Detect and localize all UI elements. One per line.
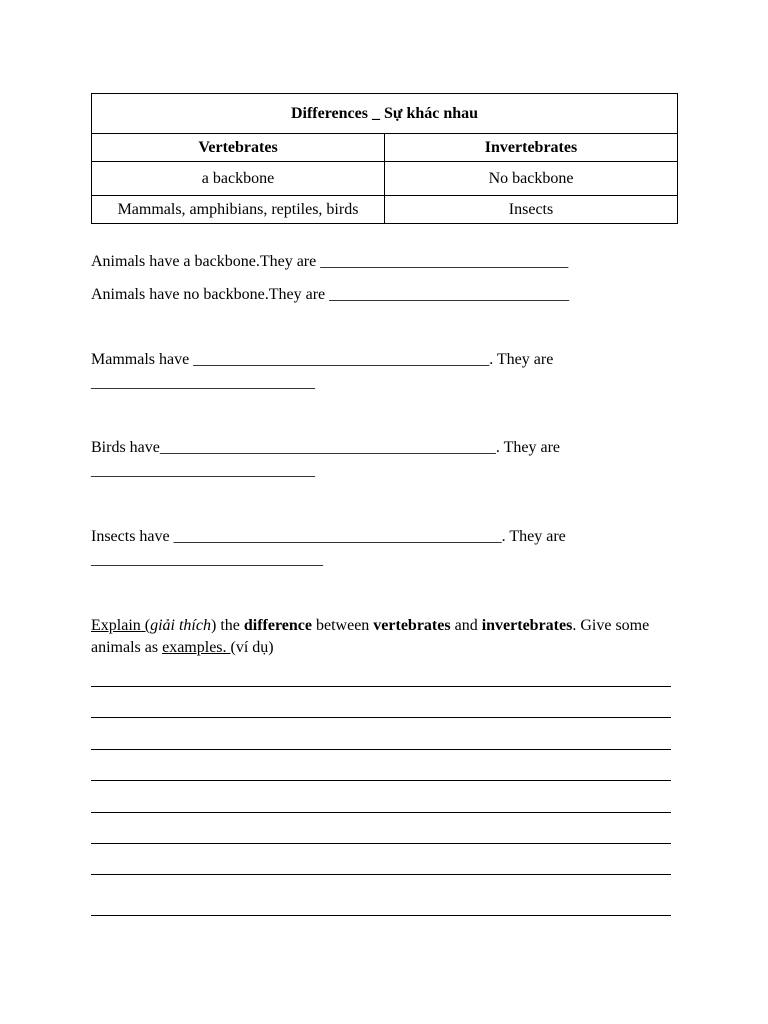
explain-word: Explain	[91, 617, 141, 634]
differences-table	[91, 93, 678, 224]
answer-line-2[interactable]	[91, 717, 671, 718]
explain-close-paren: ) the	[210, 617, 244, 634]
answer-line-7[interactable]	[91, 874, 671, 875]
word-and: and	[450, 617, 482, 634]
answer-line-3[interactable]	[91, 749, 671, 750]
table-title: Differences _ Sự khác nhau	[92, 94, 678, 134]
word-between: between	[311, 617, 374, 634]
answer-line-4[interactable]	[91, 780, 671, 781]
answer-line-6[interactable]	[91, 843, 671, 844]
header-invertebrates: Invertebrates	[385, 134, 678, 162]
word-give: . Give some animals as	[91, 617, 650, 656]
answer-line-5[interactable]	[91, 812, 671, 813]
explain-question	[91, 615, 676, 659]
table-cell: Insects	[385, 196, 678, 224]
word-vertebrates: vertebrates	[373, 617, 451, 634]
explain-translation: giải thích	[150, 617, 211, 634]
sentence-insects[interactable]: Insects have _________________________________________. They are	[91, 528, 566, 545]
sentence-mammals[interactable]: Mammals have _____________________________________. They are	[91, 351, 554, 368]
header-vertebrates: Vertebrates	[92, 134, 385, 162]
answer-line-1[interactable]	[91, 686, 671, 687]
word-vi-du: (ví dụ)	[230, 639, 274, 656]
word-invertebrates: invertebrates	[481, 617, 573, 634]
word-difference: difference	[243, 617, 312, 634]
table-cell: Mammals, amphibians, reptiles, birds	[92, 196, 385, 224]
sentence-no-backbone[interactable]: Animals have no backbone.They are ______________________________	[91, 286, 570, 303]
word-examples: examples.	[162, 639, 231, 656]
table-cell: a backbone	[92, 162, 385, 196]
sentence-backbone[interactable]: Animals have a backbone.They are _______________________________	[91, 253, 569, 270]
sentence-insects-blank[interactable]: _____________________________	[91, 551, 323, 568]
sentence-birds-blank[interactable]: ____________________________	[91, 462, 315, 479]
sentence-mammals-blank[interactable]: ____________________________	[91, 374, 315, 391]
answer-line-8[interactable]	[91, 915, 671, 916]
table-cell: No backbone	[385, 162, 678, 196]
explain-open-paren: (	[140, 617, 151, 634]
sentence-birds[interactable]: Birds have__________________________________________. They are	[91, 439, 560, 456]
